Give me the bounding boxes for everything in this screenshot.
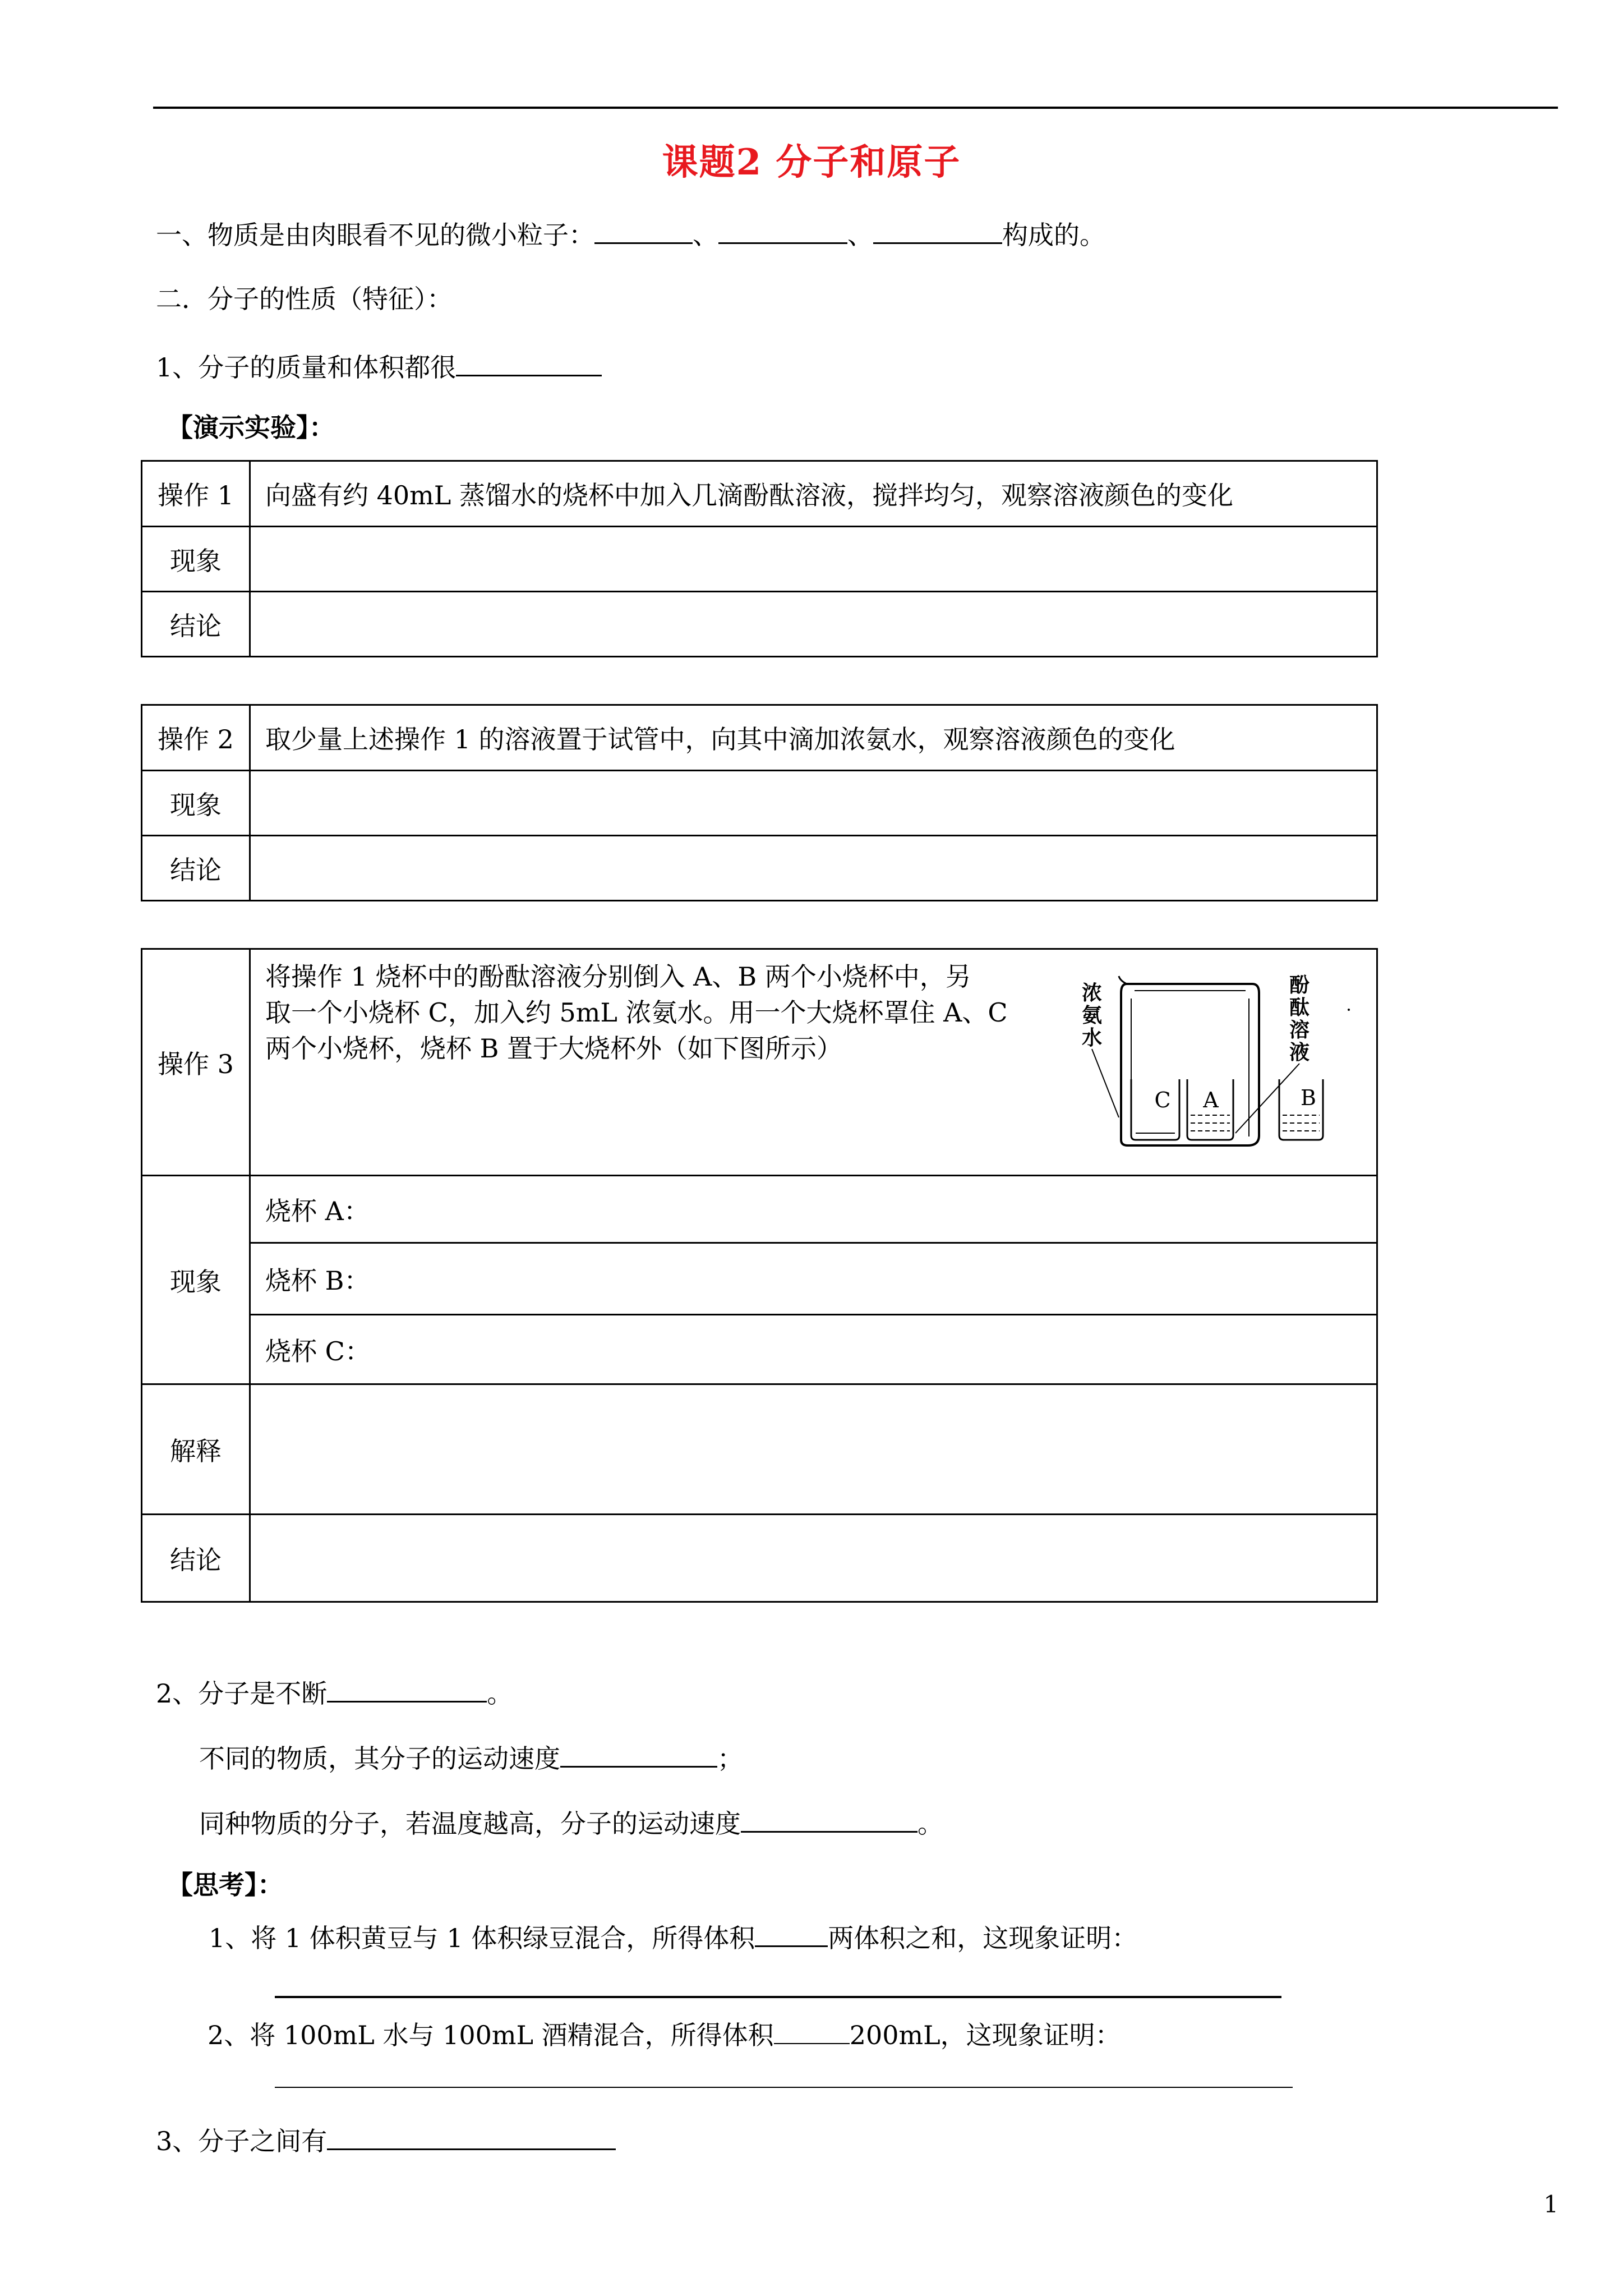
beaker-diagram <box>1080 965 1366 1167</box>
item-1-text: 1、分子的质量和体积都很 <box>156 352 457 383</box>
label-char: 酚 <box>1289 973 1310 997</box>
op-label: 操作 3 <box>142 949 250 1176</box>
item-2-prefix: 同种物质的分子，若温度越高，分子的运动速度 <box>199 1809 741 1839</box>
item-2-prefix: 2、分子是不断 <box>156 1678 328 1709</box>
beaker-b-row[interactable]: 烧杯 B： <box>250 1243 1377 1315</box>
answer-line-think-2[interactable] <box>275 2087 1293 2088</box>
blank-particle-1[interactable] <box>594 217 693 244</box>
think-1 <box>209 1920 1137 1955</box>
beaker-b-label: B <box>1301 1085 1316 1110</box>
blank-think-2[interactable] <box>774 2017 850 2044</box>
item-2-prefix: 不同的物质，其分子的运动速度 <box>199 1743 560 1774</box>
think-2-suffix: 200mL，这现象证明： <box>849 2020 1121 2050</box>
label-char: 液 <box>1289 1041 1310 1064</box>
large-beaker <box>1121 984 1259 1145</box>
right-label <box>1289 973 1310 1064</box>
page-number: 1 <box>1543 2191 1559 2218</box>
item-2-suffix: 。 <box>487 1678 513 1709</box>
item-3 <box>156 2123 616 2158</box>
item-2-line-2 <box>199 1740 743 1775</box>
op-3-line: 取一个小烧杯 C，加入约 5mL 浓氨水。用一个大烧杯罩住 A、C <box>265 997 1008 1028</box>
op-3-line: 两个小烧杯，烧杯 B 置于大烧杯外（如下图所示） <box>265 1033 843 1064</box>
label-char: 酞 <box>1289 996 1310 1019</box>
beaker-c-label: C <box>1154 1088 1171 1112</box>
conclusion-answer-cell[interactable] <box>250 1515 1377 1602</box>
blank-particle-3[interactable] <box>873 217 1002 244</box>
label-char: 浓 <box>1081 981 1103 1005</box>
blank-motion[interactable] <box>327 1675 487 1703</box>
phenomenon-label: 现象 <box>142 771 250 836</box>
op-text: 取少量上述操作 1 的溶液置于试管中，向其中滴加浓氨水，观察溶液颜色的变化 <box>250 705 1377 771</box>
blank-particle-2[interactable] <box>718 217 847 244</box>
demo-label: 【演示实验】： <box>167 412 335 443</box>
phenomenon-label: 现象 <box>142 527 250 592</box>
op-label: 操作 1 <box>142 461 250 527</box>
blank-think-1[interactable] <box>755 1920 828 1947</box>
blank-item-1[interactable] <box>456 349 602 376</box>
blank-speed-diff[interactable] <box>560 1740 717 1768</box>
phenomenon-answer-cell[interactable] <box>250 771 1377 836</box>
phenomenon-answer-cell[interactable] <box>250 527 1377 592</box>
think-1-suffix: 两体积之和，这现象证明： <box>828 1923 1138 1953</box>
beaker-a <box>1187 1079 1233 1140</box>
think-2 <box>208 2017 1121 2052</box>
op-label: 操作 2 <box>142 705 250 771</box>
experiment-table-2 <box>141 704 1378 901</box>
left-label <box>1082 981 1102 1050</box>
conclusion-label: 结论 <box>142 1515 250 1602</box>
explain-label: 解释 <box>142 1384 250 1515</box>
conclusion-answer-cell[interactable] <box>250 592 1377 657</box>
op-3-line: 将操作 1 烧杯中的酚酞溶液分别倒入 A、B 两个小烧杯中，另 <box>265 961 971 992</box>
phenomenon-label: 现象 <box>142 1176 250 1384</box>
section-1-prefix: 一、物质是由肉眼看不见的微小粒子： <box>156 220 594 250</box>
experiment-table-1 <box>141 460 1378 657</box>
page-title: 课题2 分子和原子 <box>662 141 961 183</box>
blank-speed-temp[interactable] <box>741 1805 917 1833</box>
item-2-line-1 <box>156 1675 513 1710</box>
think-label: 【思考】： <box>167 1870 283 1900</box>
label-char: 溶 <box>1289 1018 1310 1042</box>
think-2-prefix: 2、将 100mL 水与 100mL 酒精混合，所得体积 <box>208 2020 774 2050</box>
conclusion-answer-cell[interactable] <box>250 836 1377 901</box>
beaker-b <box>1279 1079 1323 1140</box>
beaker-c <box>1131 1079 1179 1140</box>
section-1 <box>156 217 1105 252</box>
beaker-a-row[interactable]: 烧杯 A： <box>250 1176 1377 1243</box>
label-char: 氨 <box>1081 1004 1103 1027</box>
section-2-heading: 二．分子的性质（特征）： <box>156 284 453 314</box>
section-1-suffix: 构成的。 <box>1002 220 1105 250</box>
beaker-c-row[interactable]: 烧杯 C： <box>250 1315 1377 1384</box>
conclusion-label: 结论 <box>142 592 250 657</box>
item-2-suffix: ； <box>717 1743 743 1774</box>
answer-line-think-1[interactable] <box>275 1996 1281 1998</box>
item-3-text: 3、分子之间有 <box>156 2126 328 2156</box>
conclusion-label: 结论 <box>142 836 250 901</box>
item-2-suffix: 。 <box>917 1809 943 1839</box>
separator: 、 <box>693 220 718 250</box>
item-2-line-3 <box>199 1805 943 1841</box>
explain-answer-cell[interactable] <box>250 1384 1377 1515</box>
beaker-a-label: A <box>1203 1088 1219 1112</box>
item-1 <box>156 349 602 384</box>
op-text: 向盛有约 40mL 蒸馏水的烧杯中加入几滴酚酞溶液，搅拌均匀，观察溶液颜色的变化 <box>250 461 1377 527</box>
think-1-prefix: 1、将 1 体积黄豆与 1 体积绿豆混合，所得体积 <box>209 1923 755 1953</box>
separator: 、 <box>847 220 873 250</box>
label-char: 水 <box>1081 1026 1103 1050</box>
header-rule <box>153 107 1558 109</box>
blank-item-3[interactable] <box>327 2123 616 2150</box>
